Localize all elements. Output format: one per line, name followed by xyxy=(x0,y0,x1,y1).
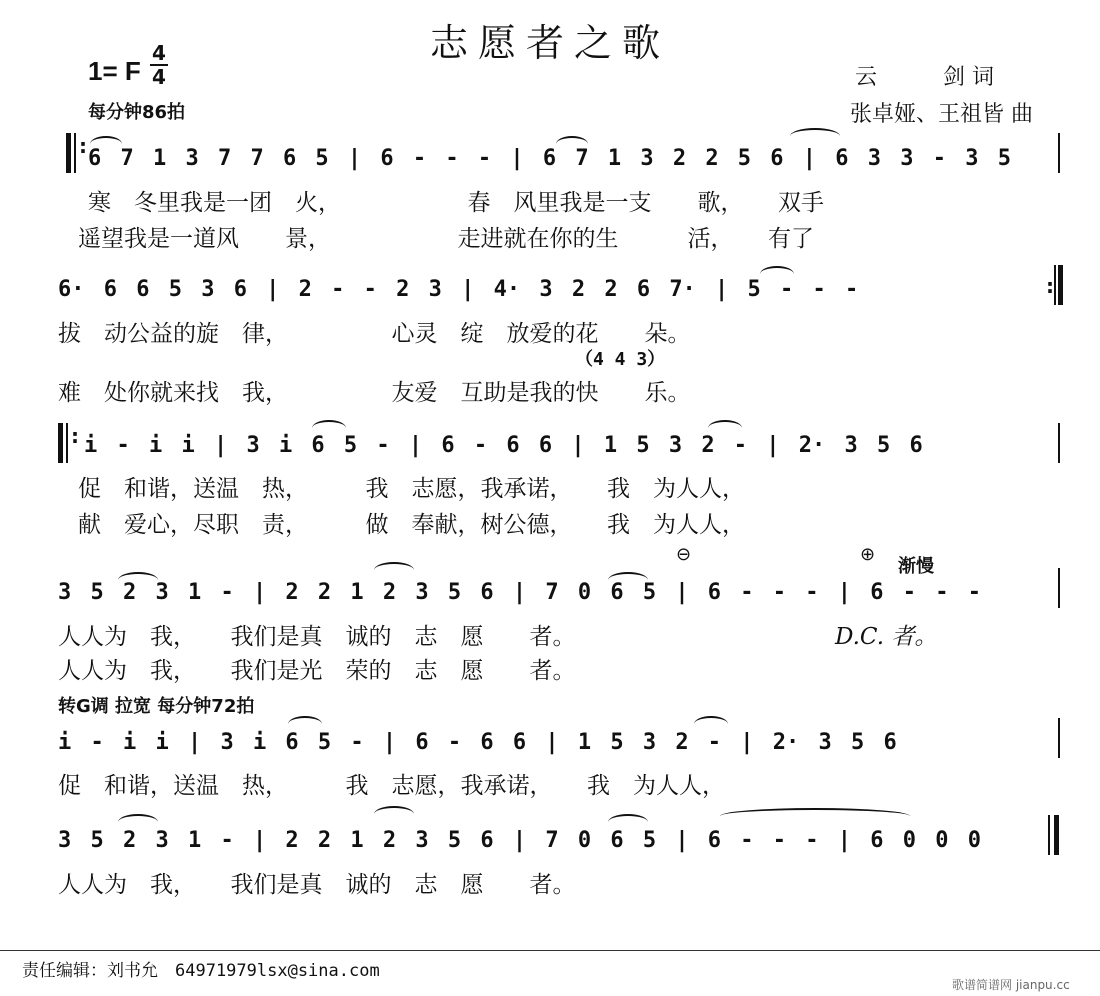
tempo-marking: 每分钟86拍 xyxy=(88,102,186,123)
lyrics-row-4-verse-2: 人人为 我， 我们是光 荣的 志 愿 者。 xyxy=(58,658,576,684)
lyrics-row-3-verse-2: 献 爱心，尽职 责， 做 奉献，树公德， 我 为人人， xyxy=(78,512,745,538)
barline xyxy=(1058,568,1060,608)
barline xyxy=(74,133,76,173)
tie xyxy=(790,128,840,144)
repeat-start-bar xyxy=(58,423,63,463)
notes-row-5: i - i i | 3 i 6 5 - | 6 - 6 6 | 1 5 3 2 - | 2· 3 5 6 xyxy=(58,730,897,755)
time-signature-top: 4 xyxy=(152,41,166,65)
ritardando-marking: 渐慢 xyxy=(898,556,934,577)
lyrics-row-1-verse-1: 寒 冬里我是一团 火， 春 风里我是一支 歌， 双手 xyxy=(88,190,824,216)
time-signature xyxy=(150,42,168,88)
barline xyxy=(1048,815,1050,855)
notes-row-3: i - i i | 3 i 6 5 - | 6 - 6 6 | 1 5 3 2 - | 2· 3 5 6 xyxy=(84,433,923,458)
notes-row-1: 6 7 1 3 7 7 6 5 | 6 - - - | 6 7 1 3 2 2 5 6 | 6 3 3 - 3 5 xyxy=(88,146,1011,171)
barline xyxy=(1054,265,1056,305)
footer-divider xyxy=(0,950,1100,951)
lyricist-credit: 云 剑 词 xyxy=(855,65,994,90)
barline xyxy=(1058,718,1060,758)
footer-editor: 责任编辑：刘书允 64971979lsx@sina.com xyxy=(22,961,380,981)
coda-symbol: ⊕ xyxy=(860,544,876,565)
time-signature-bottom: 4 xyxy=(150,64,168,88)
repeat-end-bar xyxy=(1058,265,1063,305)
barline xyxy=(1058,133,1060,173)
lyrics-row-6: 人人为 我， 我们是真 诚的 志 愿 者。 xyxy=(58,872,576,898)
alternate-notes: （4 4 3） xyxy=(575,349,666,370)
repeat-start-bar xyxy=(66,133,71,173)
lyrics-row-2-verse-2: 难 处你就来找 我， 友爱 互助是我的快 乐。 xyxy=(58,380,691,406)
watermark: 歌谱简谱网 jianpu.cc xyxy=(952,978,1070,992)
key-change-marking: 转G调 拉宽 每分钟72拍 xyxy=(58,696,255,717)
coda-symbol: ⊖ xyxy=(676,544,692,565)
barline xyxy=(1058,423,1060,463)
slur xyxy=(374,806,414,822)
lyrics-row-1-verse-2: 遥望我是一道风 景， 走进就在你的生 活， 有了 xyxy=(78,226,814,252)
composer-credit: 张卓娅、王祖皆 曲 xyxy=(850,102,1033,127)
dc-marking: D.C. 者。 xyxy=(835,624,938,650)
barline xyxy=(66,423,68,463)
notes-row-6: 3 5 2 3 1 - | 2 2 1 2 3 5 6 | 7 0 6 5 | 6 - - - | 6 0 0 0 xyxy=(58,828,981,853)
lyrics-row-4-verse-1: 人人为 我， 我们是真 诚的 志 愿 者。 xyxy=(58,624,576,650)
lyrics-row-3-verse-1: 促 和谐，送温 热， 我 志愿，我承诺， 我 为人人， xyxy=(78,476,745,502)
notes-row-4: 3 5 2 3 1 - | 2 2 1 2 3 5 6 | 7 0 6 5 | 6 - - - | 6 - - - xyxy=(58,580,981,605)
final-bar xyxy=(1054,815,1059,855)
notes-row-2: 6· 6 6 5 3 6 | 2 - - 2 3 | 4· 3 2 2 6 7· | 5 - - - xyxy=(58,277,859,302)
lyrics-row-5: 促 和谐，送温 热， 我 志愿，我承诺， 我 为人人， xyxy=(58,773,725,799)
key-signature: 1= F xyxy=(88,56,141,86)
song-title: 志愿者之歌 xyxy=(429,21,670,65)
tie xyxy=(720,808,910,824)
slur xyxy=(374,562,414,578)
lyrics-row-2-verse-1: 拔 动公益的旋 律， 心灵 绽 放爱的花 朵。 xyxy=(58,321,691,347)
